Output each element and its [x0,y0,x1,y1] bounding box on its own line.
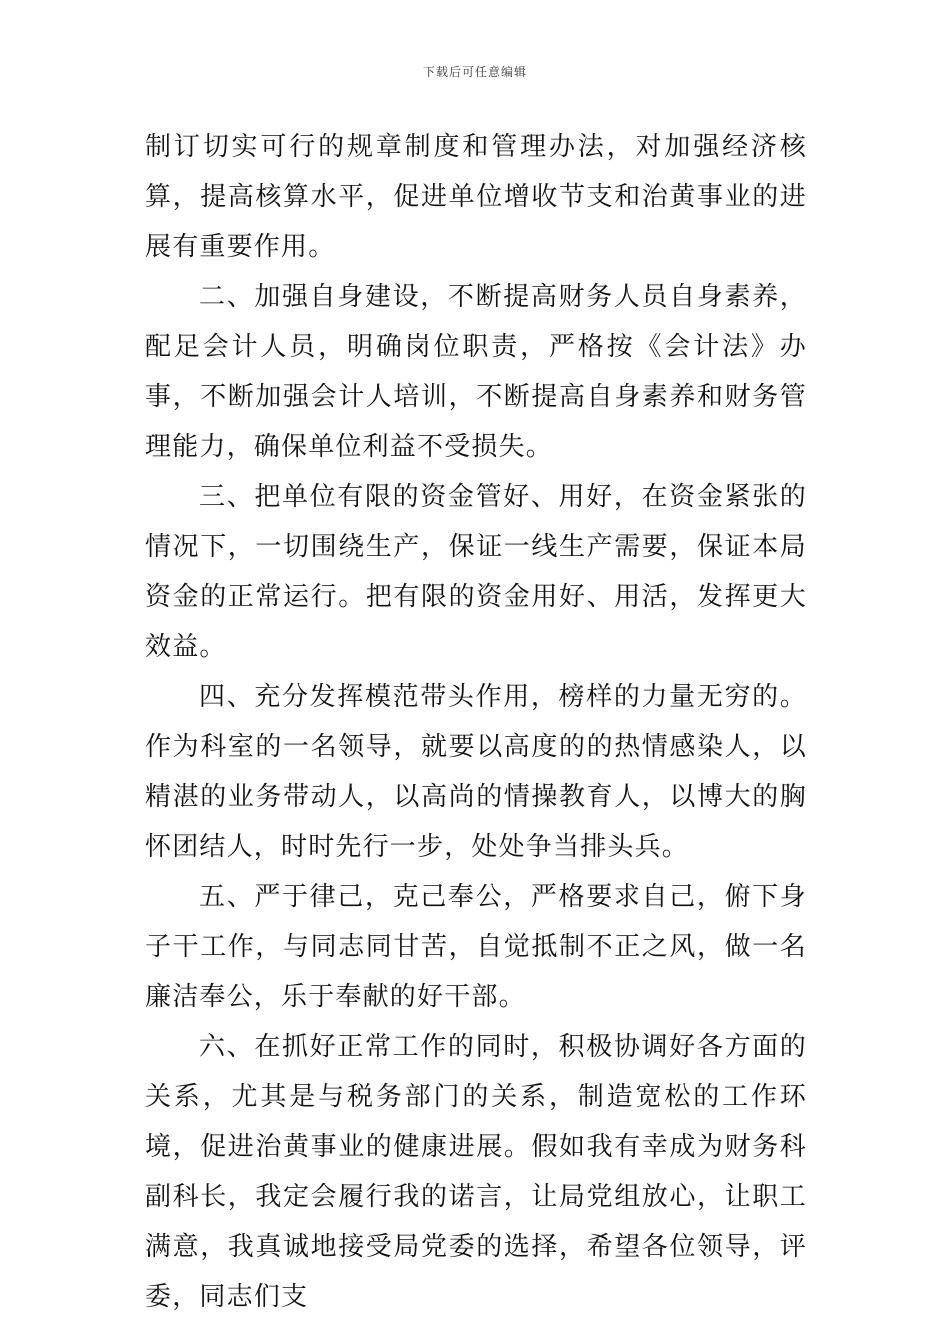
page-header: 下载后可任意编辑 [422,65,527,79]
paragraph-item-4: 四、充分发挥模范带头作用，榜样的力量无穷的。作为科室的一名领导，就要以高度的的热情感染人，以精湛的业务带动人，以高尚的情操教育人，以博大的胸怀团结人，时时先行一步，处处争当排头兵。 [145,682,807,862]
paragraph-item-2: 二、加强自身建设，不断提高财务人员自身素养，配足会计人员，明确岗位职责，严格按《会计法》办事，不断加强会计人培训，不断提高自身素养和财务管理能力，确保单位利益不受损失。 [145,282,807,462]
paragraph-continued: 制订切实可行的规章制度和管理办法，对加强经济核算，提高核算水平，促进单位增收节支和治黄事业的进展有重要作用。 [145,132,807,262]
document-body [145,122,807,1322]
paragraph-item-3: 三、把单位有限的资金管好、用好，在资金紧张的情况下，一切围绕生产，保证一线生产需要，保证本局资金的正常运行。把有限的资金用好、用活，发挥更大效益。 [145,482,807,662]
paragraph-item-6: 六、在抓好正常工作的同时，积极协调好各方面的关系，尤其是与税务部门的关系，制造宽松的工作环境，促进治黄事业的健康进展。假如我有幸成为财务科副科长，我定会履行我的诺言，让局党组放心，让职工满意，我真诚地接受局党委的选择，希望各位领导，评委，同志们支 [145,1032,807,1312]
paragraph-item-5: 五、严于律己，克己奉公，严格要求自己，俯下身子干工作，与同志同甘苦，自觉抵制不正之风，做一名廉洁奉公，乐于奉献的好干部。 [145,882,807,1012]
